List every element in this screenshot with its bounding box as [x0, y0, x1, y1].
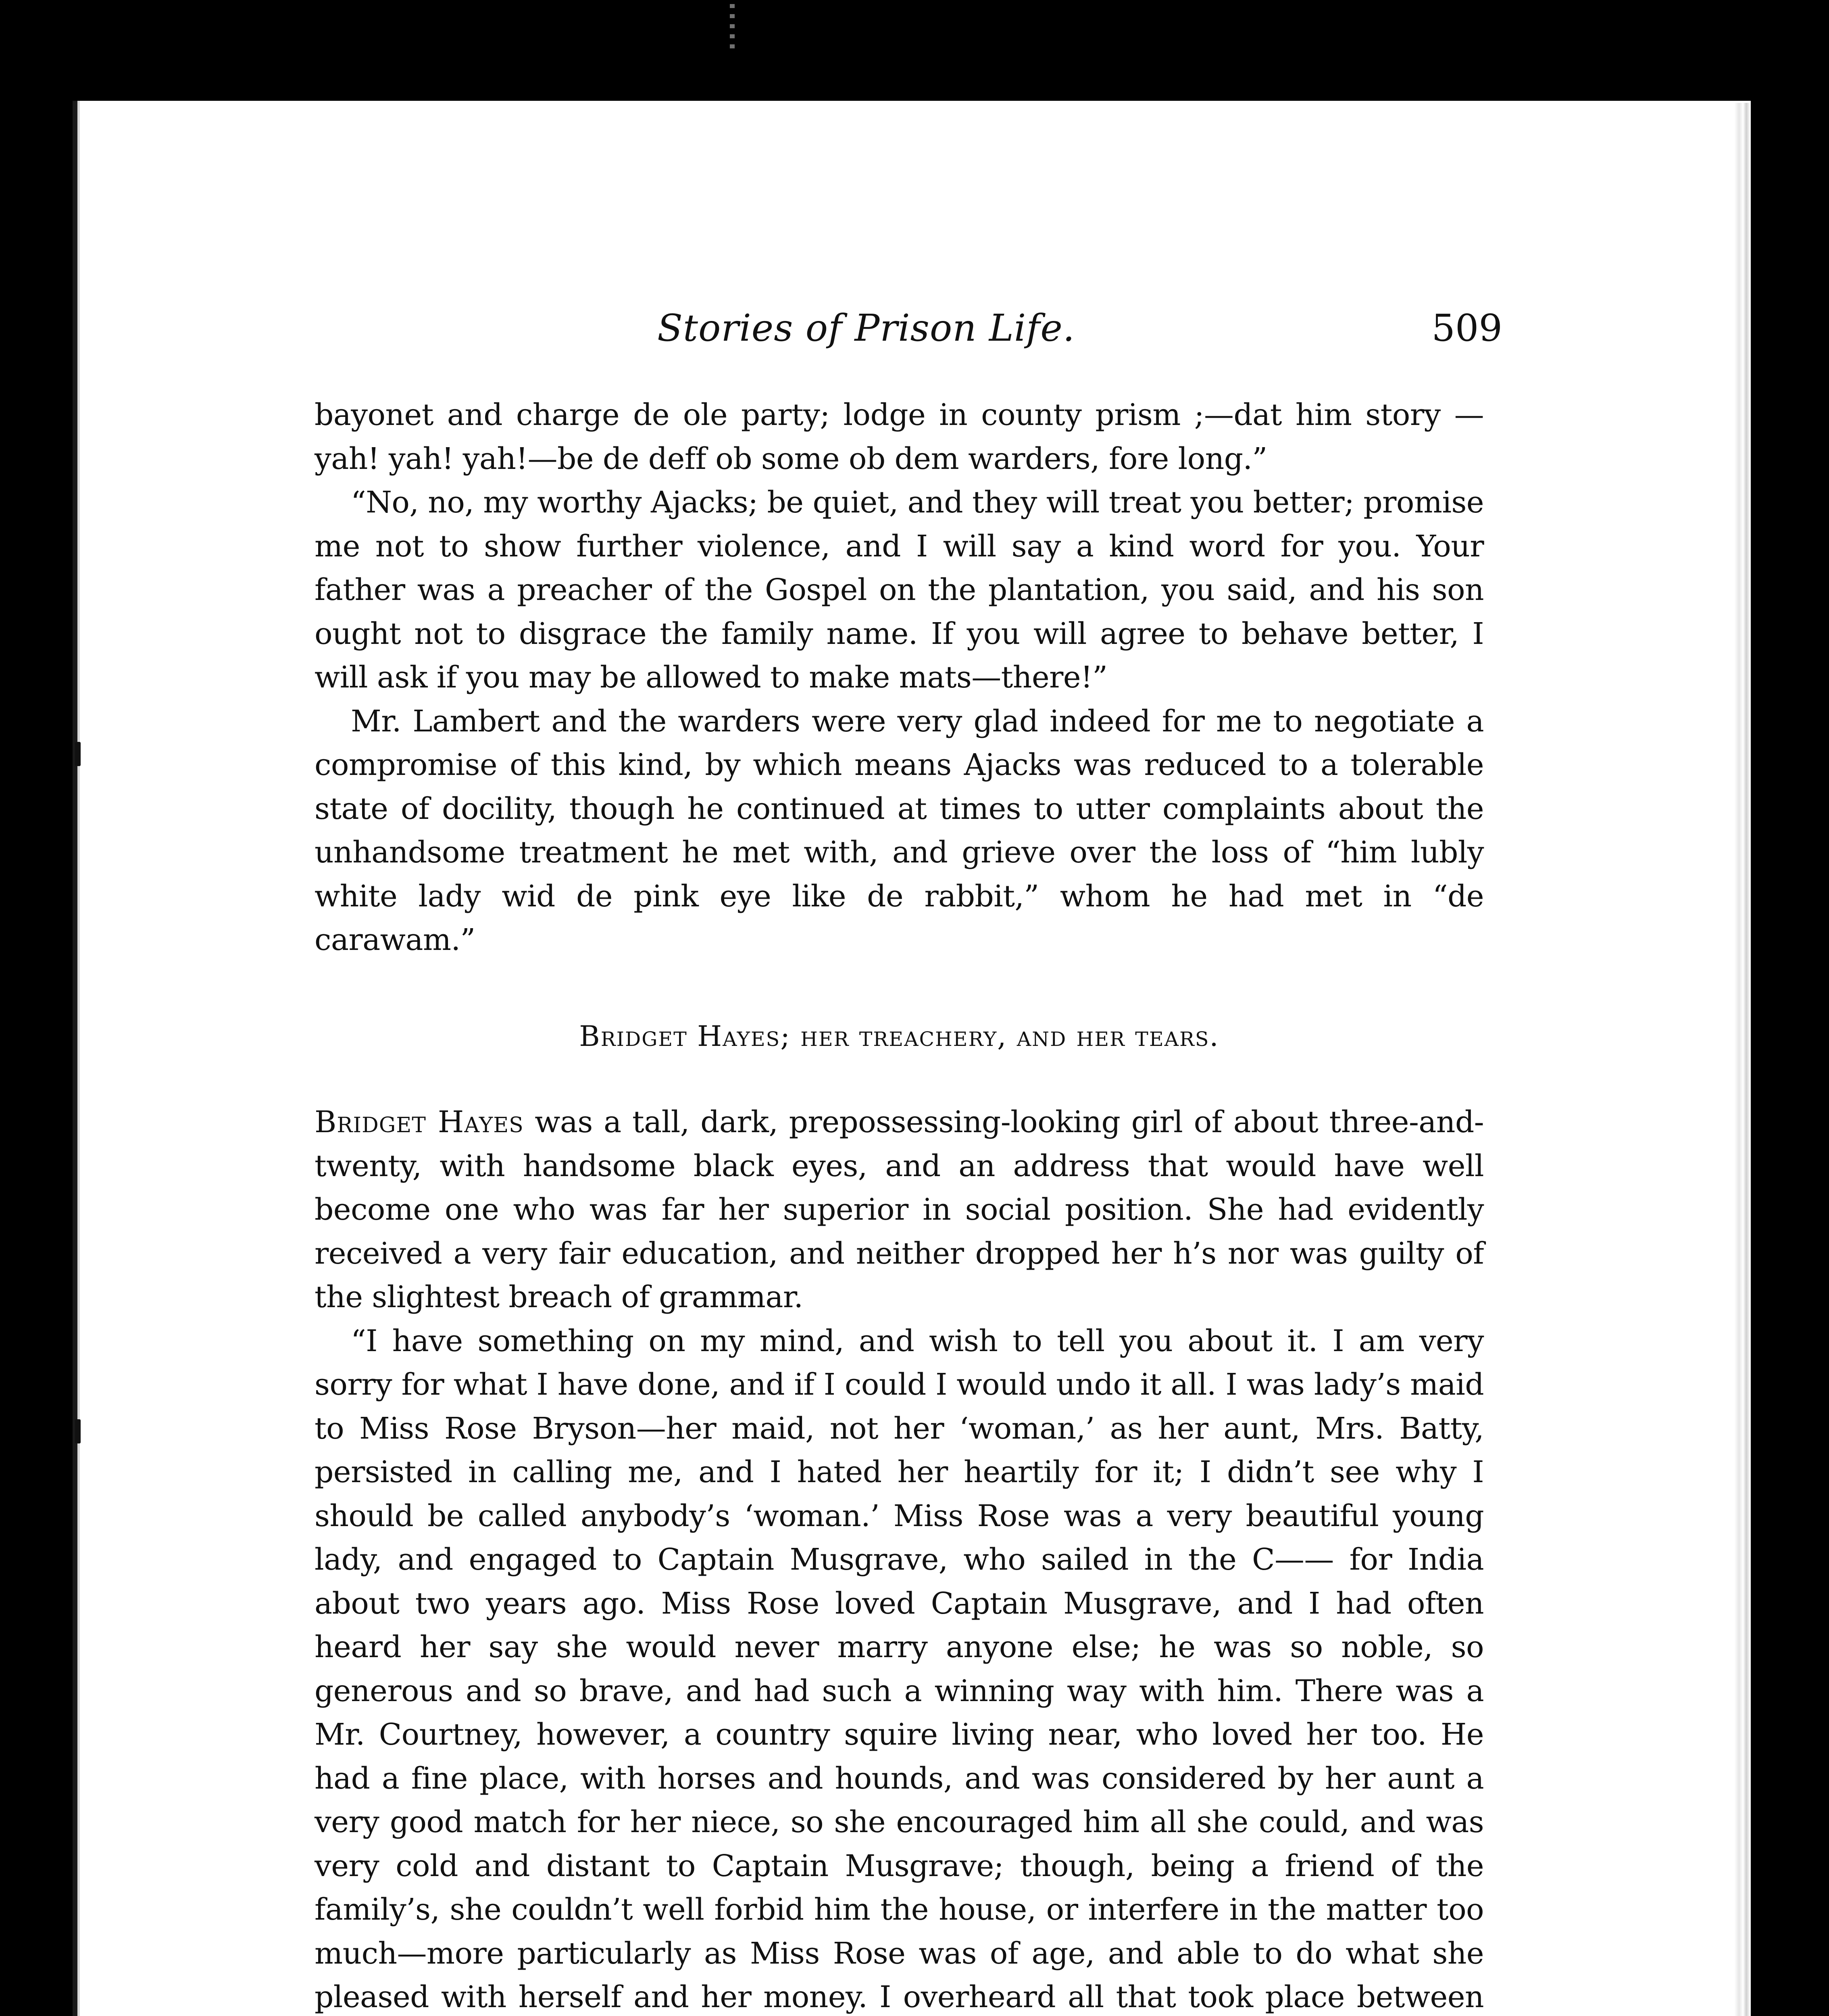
page-number: 509 [1431, 306, 1502, 350]
binding-mark [75, 742, 81, 766]
section-lead-paragraph [315, 1100, 1484, 1319]
paragraph: Mr. Lambert and the warders were very glad indeed for me to negotiate a compromise of this kind, by which means Ajacks was reduced to a tolerable state of docility, though he continued at times to utter complaints about the unhandsome treatment he met with, and grieve over the loss of “him lubly white lady wid de pink eye like de rabbit,” whom he had met in “de carawam.” [315, 704, 1484, 957]
paragraph: “I have something on my mind, and wish to tell you about it. I am very sorry for what I have done, and if I could I would undo it all. I was lady’s maid to Miss Rose Bryson—her maid, not her ‘woman,’ as her aunt, Mrs. Batty, persisted in calling me, and I hated her heartily for it; I didn’t see why I should be called anybody’s ‘woman.’ Miss Rose was a very beautiful young lady, and engaged to Captain Musgrave, who sailed in the C—— for India about two years ago. Miss Rose loved Captain Musgrave, and I had often heard her say she would never marry anyone else; he was so noble, so generous and so brave, and had such a winning way with him. There was a Mr. Courtney, however, a country squire living near, who loved her too. He had a fine place, with horses and hounds, and was considered by her aunt a very good match for her niece, so she encouraged him all she could, and was very cold and distant to Captain Musgrave; though, being a friend of the family’s, she couldn’t well forbid him the house, or interfere in the matter too much—more particularly as Miss Rose was of age, and able to do what she pleased with herself and her money. I overheard all that took place between [315, 1323, 1484, 2014]
binding-mark [75, 1419, 81, 1443]
paragraph: “No, no, my worthy Ajacks; be quiet, and they will treat you better; promise me not to show further violence, and I will say a kind word for you. Your father was a preacher of the Gospel on the plantation, you said, and his son ought not to disgrace the family name. If you will agree to behave better, I will ask if you may be allowed to make mats—there!” [315, 485, 1484, 695]
lead-name: Bridget Hayes [315, 1105, 524, 1139]
running-header [315, 306, 1502, 363]
section-heading: Bridget Hayes; her treachery, and her tears. [579, 1019, 1219, 1053]
body-text [315, 393, 1484, 2016]
paragraph: bayonet and charge de ole party; lodge in county prism ;—dat him story —yah! yah! yah!—be de deff ob some ob dem warders, fore long.” [315, 398, 1484, 476]
running-title: Stories of Prison Life. [657, 306, 1075, 350]
lead-text: was a tall, dark, prepossessing-looking girl of about three-and-twenty, with handsome black eyes, and an address that would have well become one who was far her superior in social position. She had evidently received a very fair education, and neither dropped her h’s nor was guilty of the slightest breach of grammar. [315, 1105, 1484, 1314]
scan-artifact [730, 4, 735, 52]
page-edge-shadow [1734, 103, 1750, 2016]
